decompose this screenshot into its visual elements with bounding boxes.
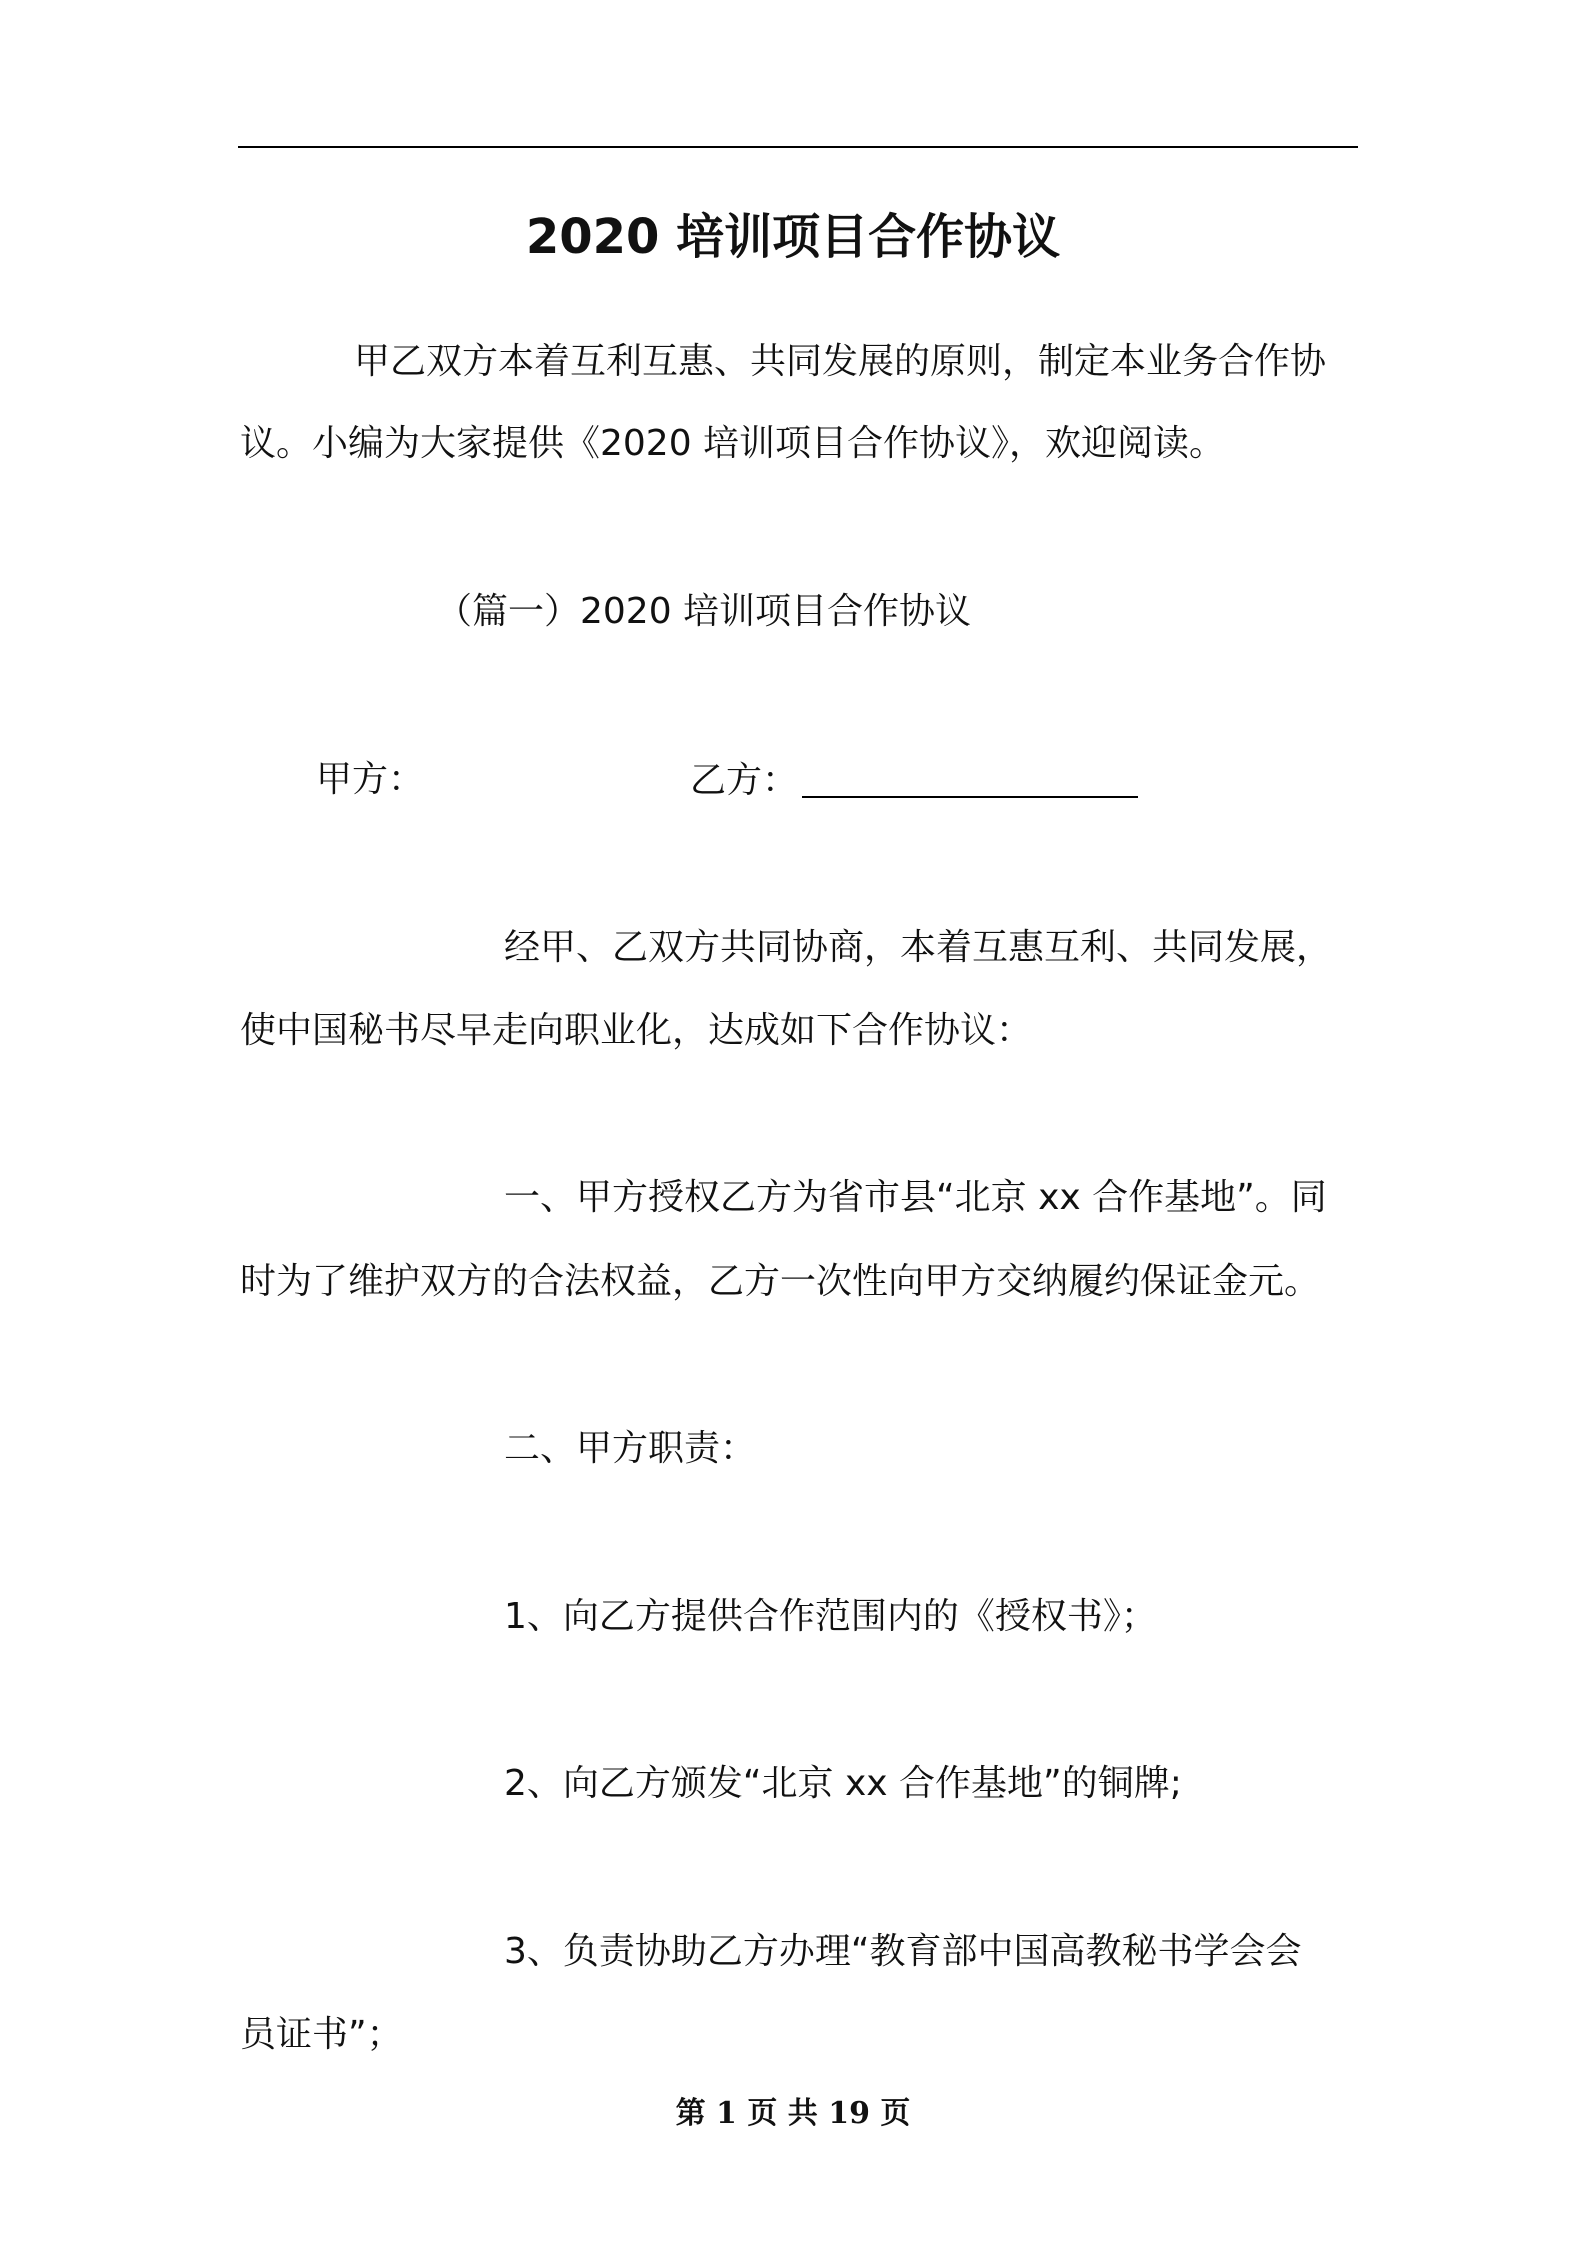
clause-1-line-2: 时为了维护双方的合法权益，乙方一次性向甲方交纳履约保证金元。 xyxy=(240,1261,1321,1302)
party-b-blank-line xyxy=(802,756,1138,798)
list-item-3-line-2: 员证书”； xyxy=(240,2014,403,2055)
page-number-footer: 第 1 页 共 19 页 xyxy=(675,2096,911,2131)
party-a-label: 甲方： xyxy=(316,759,425,800)
section-heading: （篇一）2020 培训项目合作协议 xyxy=(436,591,972,632)
party-b-label: 乙方： xyxy=(690,760,799,801)
list-item-1: 1、向乙方提供合作范围内的《授权书》； xyxy=(504,1596,1157,1637)
document-title: 2020 培训项目合作协议 xyxy=(525,209,1061,265)
list-item-3-line-1: 3、负责协助乙方办理“教育部中国高教秘书学会会 xyxy=(504,1931,1302,1972)
list-item-2: 2、向乙方颁发“北京 xx 合作基地”的铜牌; xyxy=(504,1763,1182,1804)
intro-line-1: 甲乙双方本着互利互惠、共同发展的原则，制定本业务合作协 xyxy=(354,341,1327,382)
intro-line-2: 议。小编为大家提供《2020 培训项目合作协议》，欢迎阅读。 xyxy=(240,423,1226,464)
preamble-line-1: 经甲、乙双方共同协商，本着互惠互利、共同发展， xyxy=(504,927,1333,968)
clause-1-line-1: 一、甲方授权乙方为省市县“北京 xx 合作基地”。同 xyxy=(504,1177,1327,1218)
party-b-field xyxy=(690,756,1138,805)
header-rule xyxy=(238,146,1358,148)
clause-2-heading: 二、甲方职责： xyxy=(504,1428,757,1469)
preamble-line-2: 使中国秘书尽早走向职业化，达成如下合作协议： xyxy=(240,1010,1033,1051)
